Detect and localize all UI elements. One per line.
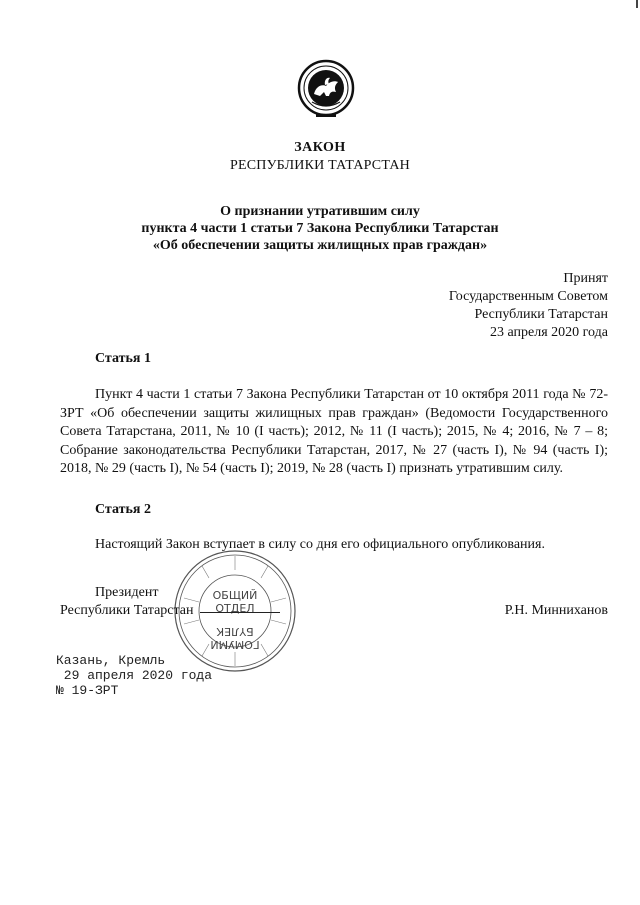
seal-text: ОТДЕЛ [215,602,255,615]
adoption-line: Государственным Советом [448,289,608,304]
seal-text: БҮЛЕК [216,625,254,638]
scan-mark [636,0,638,8]
footer-place: Казань, Кремль [56,653,166,668]
subject-line: О признании утратившим силу [220,204,420,219]
coat-of-arms-icon [296,58,356,128]
document-title: ЗАКОН [294,140,346,155]
adoption-date: 23 апреля 2020 года [490,325,608,340]
article-1-text: Пункт 4 части 1 статьи 7 Закона Республики Татарстан от 10 октября 2011 года № 72-ЗРТ «Об обеспечении защиты жилищных прав граждан» (Ведомости Государственного Совета Татарстана, 2011, № 10 (I часть); 2012, № 11 (I часть); 2015, № 4; 2016, № 7 – 8; Собрание законодательства Республики Татарстан, 2017, № 27 (часть I), № 94 (часть I); 2018, № 29 (часть I), № 54 (часть I); 2019, № 28 (часть I) признать утратившим силу. [60,387,608,476]
article-2-text: Настоящий Закон вступает в силу со дня его официального опубликования. [95,537,545,552]
document-footer [56,653,212,698]
signatory-name: Р.Н. Минниханов [504,603,608,618]
signatory-role: Президент [95,585,159,600]
seal-text: ОБЩИЙ [212,589,258,602]
seal-text: ГОМУМИ [210,638,260,651]
signatory-role-republic: Республики Татарстан [60,603,194,618]
subject-line: пункта 4 части 1 статьи 7 Закона Республики Татарстан [141,221,499,236]
document-title-republic: РЕСПУБЛИКИ ТАТАРСТАН [229,158,410,173]
adoption-line: Принят [563,271,608,286]
adoption-line: Республики Татарстан [474,307,608,322]
article-1-heading: Статья 1 [95,351,151,366]
law-subject [0,203,640,254]
footer-number: № 19-ЗРТ [56,683,119,698]
article-2-heading: Статья 2 [95,502,151,517]
adoption-block [449,270,608,342]
signature-line [200,612,280,613]
subject-line: «Об обеспечении защиты жилищных прав граждан» [152,238,488,253]
footer-date: 29 апреля 2020 года [56,668,213,683]
